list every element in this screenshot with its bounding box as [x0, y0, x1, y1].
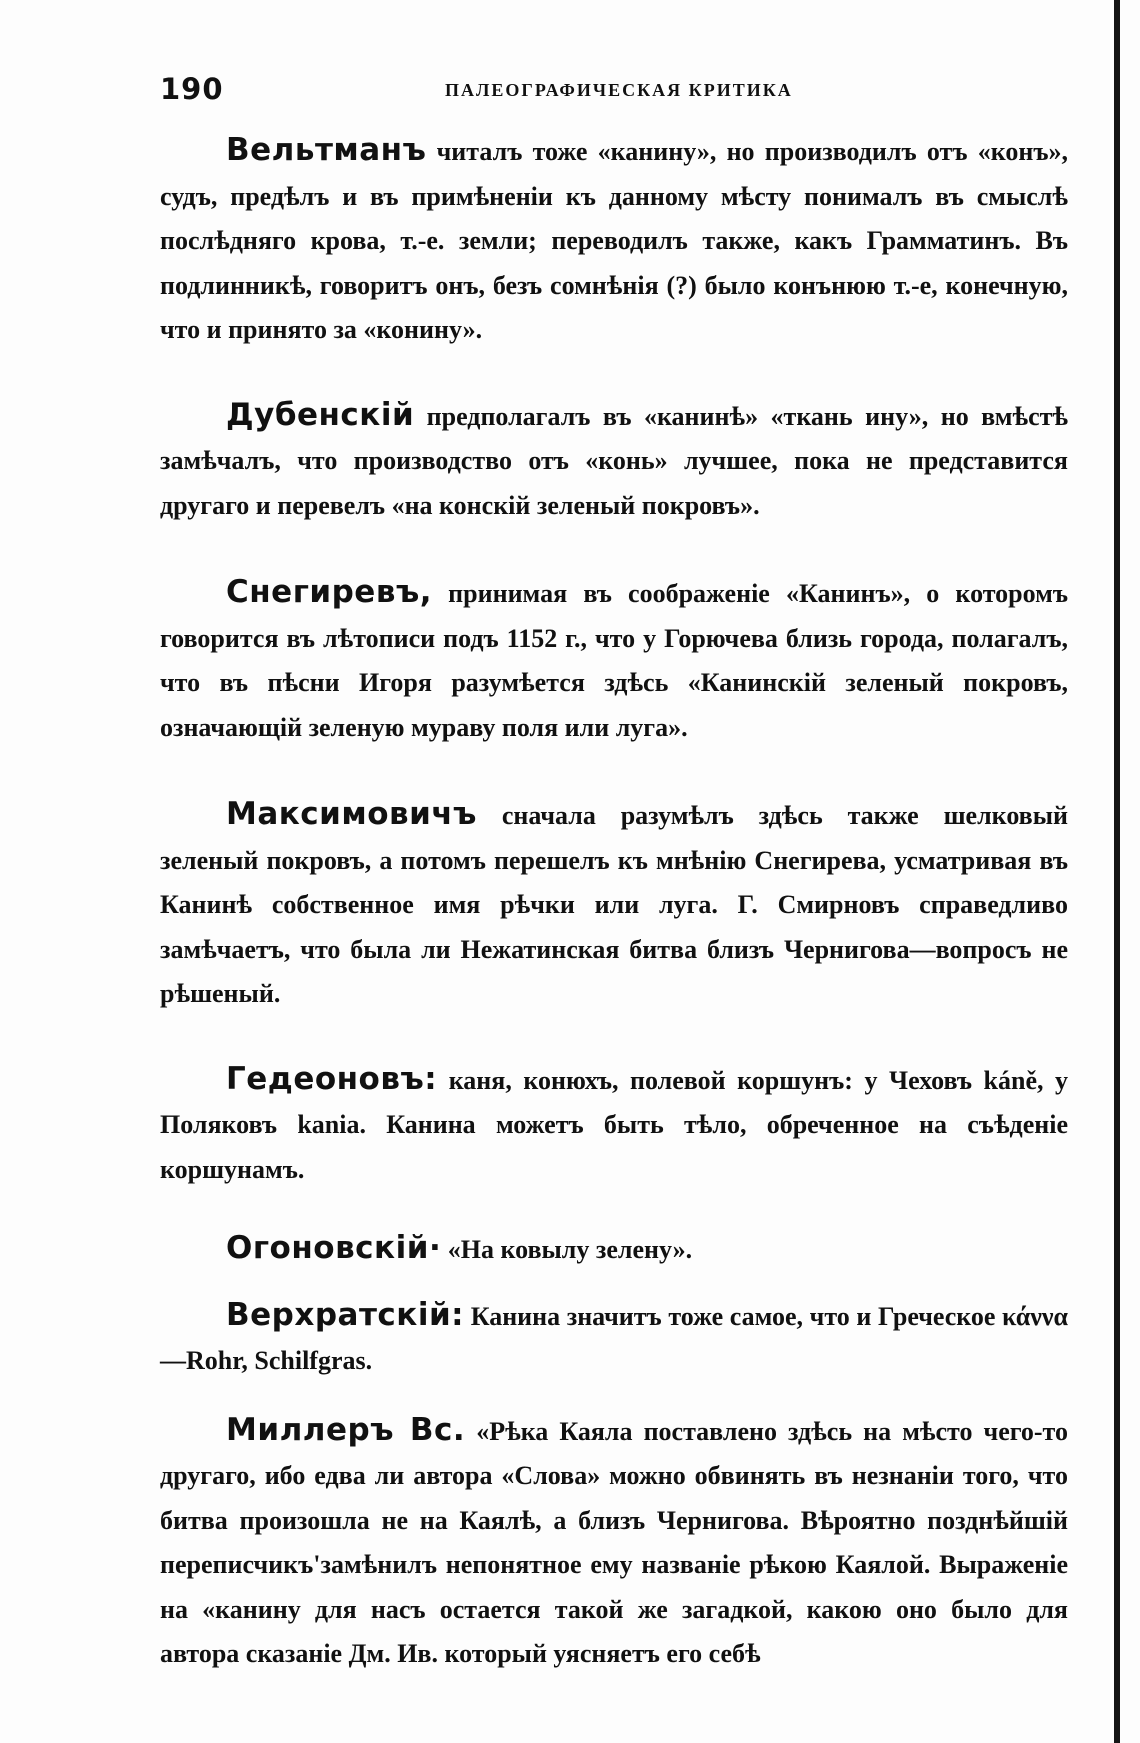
page-edge-shadow	[1114, 0, 1120, 1743]
entry-text: Канина значитъ тоже самое, что и Греческое κάννα—Rohr, Schilfgras.	[160, 1301, 1068, 1375]
entry-veltman	[160, 128, 1068, 353]
entry-text: предполагалъ въ «канинѣ» «ткань ину», но вмѣстѣ замѣчалъ, что производство отъ «конь» лучшее, пока не представится другаго и перевелъ «на конскій зеленый покровъ».	[160, 401, 1068, 520]
entry-text: каня, конюхъ, полевой коршунъ: у Чеховъ káně, у Поляковъ kania. Канина можетъ быть тѣло, обреченное на съѣденіе коршунамъ.	[160, 1065, 1068, 1184]
entry-text: читалъ тоже «канину», но производилъ отъ «конъ», судъ, предѣлъ и въ примѣненіи къ данному мѣсту понималъ въ смыслѣ послѣдняго крова, т.-е. земли; переводилъ также, какъ Грамматинъ. Въ подлинникѣ, говоритъ онъ, безъ сомнѣнія (?) было конънюю т.-е, конечную, что и принято за «конину».	[160, 137, 1068, 344]
body-text	[160, 128, 1068, 1677]
entry-text: принимая въ соображеніе «Канинъ», о которомъ говорится въ лѣтописи подъ 1152 г., что у Горючева близь города, полагалъ, что въ пѣсни Игоря разумѣется здѣсь «Канинскій зеленый покровъ, означающій зеленую мураву поля или луга».	[160, 579, 1068, 742]
author-name: Верхратскій:	[226, 1296, 465, 1333]
author-name: Огоновскій·	[226, 1230, 442, 1266]
author-name: Максимовичъ	[226, 796, 477, 832]
entry-dubensky	[160, 393, 1068, 529]
author-name: Вельтманъ	[226, 132, 427, 168]
entry-verkhratsky	[160, 1293, 1068, 1384]
running-head	[160, 72, 1040, 112]
page-number: 190	[160, 72, 224, 106]
entry-snegirev	[160, 570, 1068, 750]
entry-text: «Рѣка Каяла поставлено здѣсь на мѣсто чего-то другаго, ибо едва ли автора «Слова» можно обвинять въ незнаніи того, что битва произошла не на Каялѣ, а близъ Чернигова. Вѣроятно позднѣйшій переписчикъ'замѣнилъ непонятное ему названіе рѣкою Каялой. Выраженіе на «канину для насъ остается такой же загадкой, какою оно было для автора сказаніе Дм. Ив. который уясняетъ его себѣ	[160, 1416, 1068, 1668]
author-name: Миллеръ Вс.	[226, 1411, 466, 1448]
entry-gedeonov	[160, 1057, 1068, 1193]
entry-maksimovich	[160, 792, 1068, 1017]
author-name: Снегиревъ,	[226, 574, 433, 610]
author-name: Гедеоновъ:	[226, 1060, 438, 1097]
entry-miller	[160, 1408, 1068, 1677]
entry-ogonovsky	[160, 1226, 1068, 1273]
entry-text: сначала разумѣлъ здѣсь также шелковый зеленый покровъ, а потомъ перешелъ къ мнѣнію Снегирева, усматривая въ Канинѣ собственное имя рѣчки или луга. Г. Смирновъ справедливо замѣчаетъ, что была ли Нежатинская битва близъ Чернигова—вопросъ не рѣшеный.	[160, 801, 1068, 1008]
entry-text: «На ковылу зелену».	[441, 1235, 693, 1264]
author-name: Дубенскій	[226, 396, 415, 433]
running-title: ПАЛЕОГРАФИЧЕСКАЯ КРИТИКА	[445, 80, 793, 100]
